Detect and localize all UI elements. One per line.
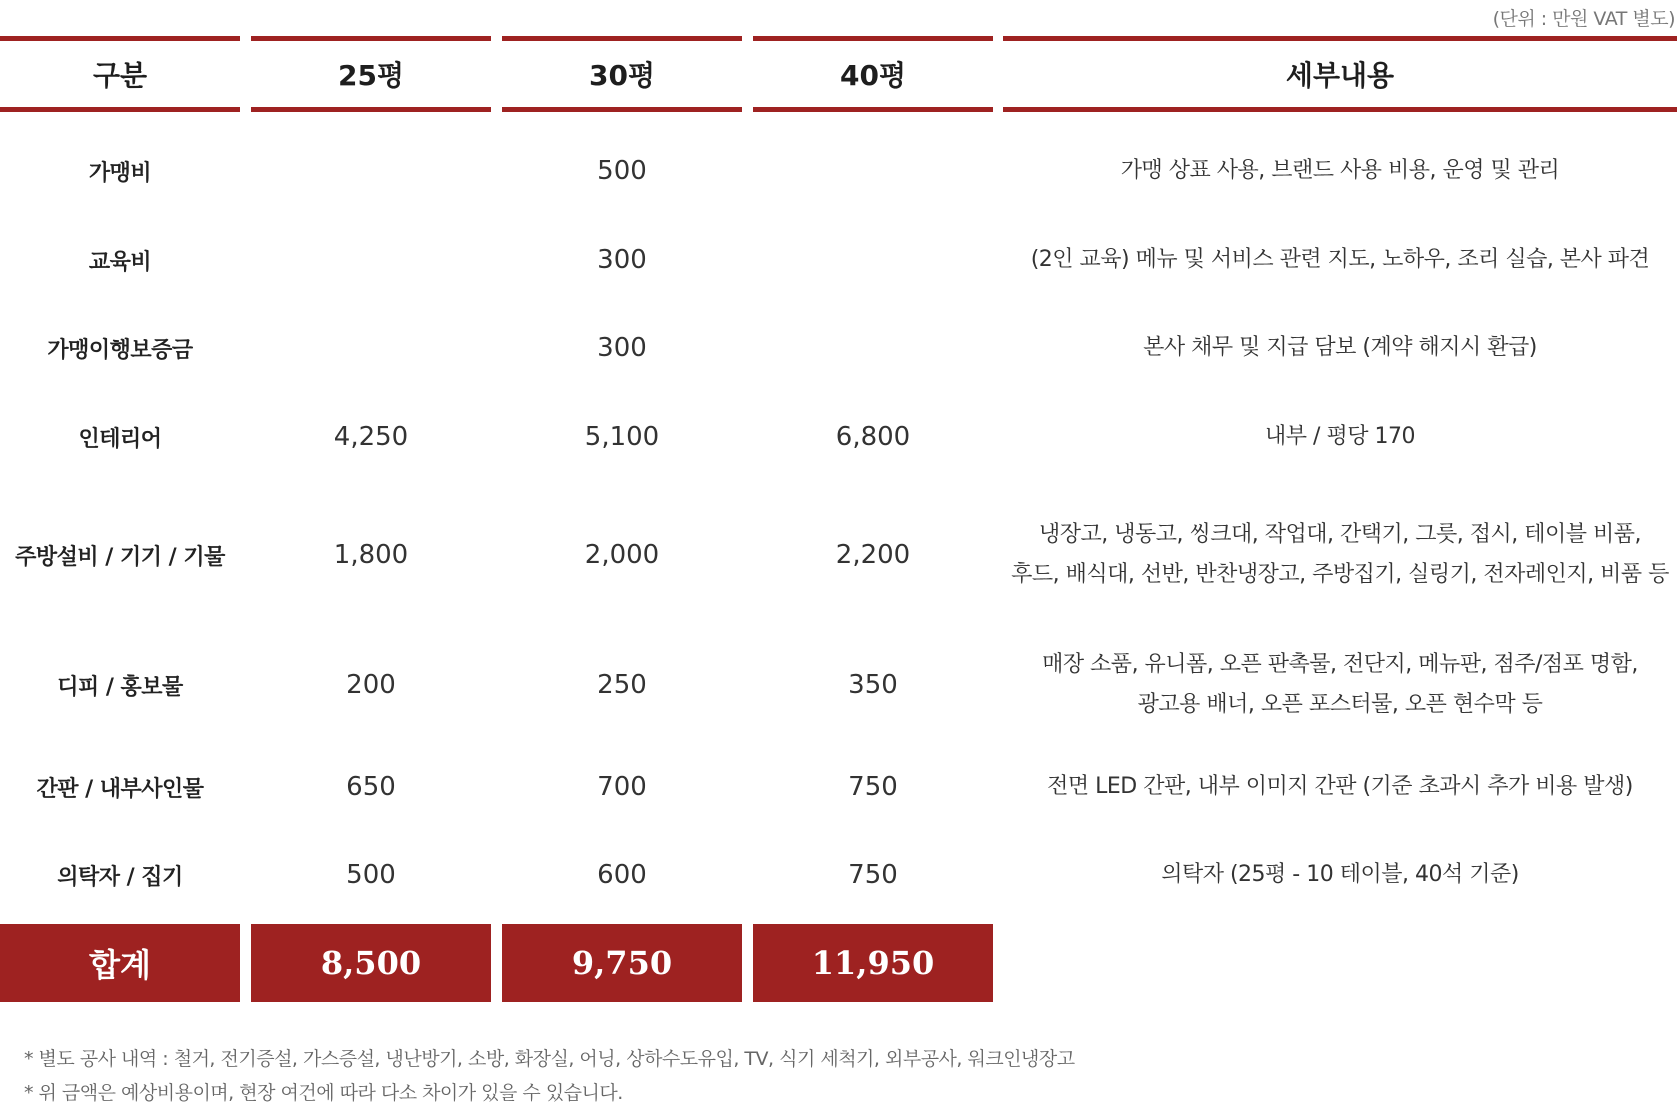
value-30py: 500 — [597, 156, 647, 186]
row-label: 주방설비 / 기기 / 기물 — [15, 544, 225, 570]
detail-text: 전면 LED 간판, 내부 이미지 간판 (기준 초과시 추가 비용 발생) — [1047, 774, 1633, 799]
unit-note: (단위 : 만원 VAT 별도) — [1492, 8, 1675, 30]
value-25py: 650 — [346, 772, 396, 802]
detail-line: 후드, 배식대, 선반, 반찬냉장고, 주방집기, 실링기, 전자레인지, 비품 등 — [1011, 562, 1669, 587]
value-30py: 2,000 — [584, 540, 660, 570]
row-label: 교육비 — [88, 249, 152, 275]
value-25py: 200 — [346, 670, 396, 700]
total-25py: 8,500 — [251, 924, 491, 1002]
row-detail — [1003, 126, 1677, 216]
row-label: 디피 / 홍보물 — [57, 674, 183, 700]
detail-line: 냉장고, 냉동고, 씽크대, 작업대, 간택기, 그릇, 접시, 테이블 비품, — [1039, 522, 1641, 547]
value-25py: 500 — [346, 860, 396, 890]
detail-line: 매장 소품, 유니폼, 오픈 판촉물, 전단지, 메뉴판, 점주/점포 명함, — [1042, 652, 1638, 677]
total-label: 합계 — [0, 924, 240, 1002]
row-label: 간판 / 내부사인물 — [36, 776, 204, 802]
total-40py: 11,950 — [753, 924, 993, 1002]
table-row — [0, 215, 1677, 305]
total-30py: 9,750 — [502, 924, 742, 1002]
table-row — [0, 630, 1677, 740]
detail-line: 광고용 배너, 오픈 포스터물, 오픈 현수막 등 — [1137, 692, 1543, 717]
row-detail — [1003, 303, 1677, 393]
value-30py: 300 — [597, 333, 647, 363]
row-detail — [1003, 630, 1677, 740]
value-30py: 600 — [597, 860, 647, 890]
row-label: 가맹이행보증금 — [47, 337, 193, 363]
header-30py: 30평 — [502, 36, 742, 112]
header-25py: 25평 — [251, 36, 491, 112]
detail-text: 본사 채무 및 지급 담보 (계약 해지시 환급) — [1143, 335, 1537, 360]
row-detail — [1003, 830, 1677, 920]
table-row — [0, 303, 1677, 393]
value-25py — [251, 126, 491, 216]
detail-text: 가맹 상표 사용, 브랜드 사용 비용, 운영 및 관리 — [1120, 158, 1560, 183]
value-25py — [251, 303, 491, 393]
footnote-extra-work: * 별도 공사 내역 : 철거, 전기증설, 가스증설, 냉난방기, 소방, 화장실, 어닝, 상하수도유입, TV, 식기 세척기, 외부공사, 워크인냉장고 — [24, 1048, 1075, 1070]
value-30py: 250 — [597, 670, 647, 700]
value-40py — [753, 126, 993, 216]
table-row — [0, 392, 1677, 482]
row-detail — [1003, 392, 1677, 482]
value-25py: 4,250 — [333, 422, 409, 452]
value-40py: 350 — [848, 670, 898, 700]
value-25py — [251, 215, 491, 305]
row-label: 인테리어 — [78, 426, 162, 452]
value-30py: 700 — [597, 772, 647, 802]
header-details: 세부내용 — [1003, 36, 1677, 112]
value-40py — [753, 215, 993, 305]
value-40py — [753, 303, 993, 393]
value-25py: 1,800 — [333, 540, 409, 570]
table-row — [0, 500, 1677, 610]
value-30py: 5,100 — [584, 422, 660, 452]
footnote-estimate: * 위 금액은 예상비용이며, 현장 여건에 따라 다소 차이가 있을 수 있습니다. — [24, 1082, 623, 1104]
detail-text: 의탁자 (25평 - 10 테이블, 40석 기준) — [1161, 862, 1519, 887]
detail-text: 내부 / 평당 170 — [1265, 424, 1415, 449]
row-label: 가맹비 — [88, 160, 152, 186]
row-detail — [1003, 215, 1677, 305]
value-40py: 6,800 — [835, 422, 911, 452]
header-40py: 40평 — [753, 36, 993, 112]
value-40py: 750 — [848, 772, 898, 802]
row-detail — [1003, 500, 1677, 610]
table-row — [0, 830, 1677, 920]
detail-text: (2인 교육) 메뉴 및 서비스 관련 지도, 노하우, 조리 실습, 본사 파견 — [1030, 247, 1650, 272]
value-40py: 2,200 — [835, 540, 911, 570]
value-40py: 750 — [848, 860, 898, 890]
row-label: 의탁자 / 집기 — [57, 864, 183, 890]
table-row — [0, 126, 1677, 216]
row-detail — [1003, 742, 1677, 832]
header-category: 구분 — [0, 36, 240, 112]
value-30py: 300 — [597, 245, 647, 275]
table-row — [0, 742, 1677, 832]
